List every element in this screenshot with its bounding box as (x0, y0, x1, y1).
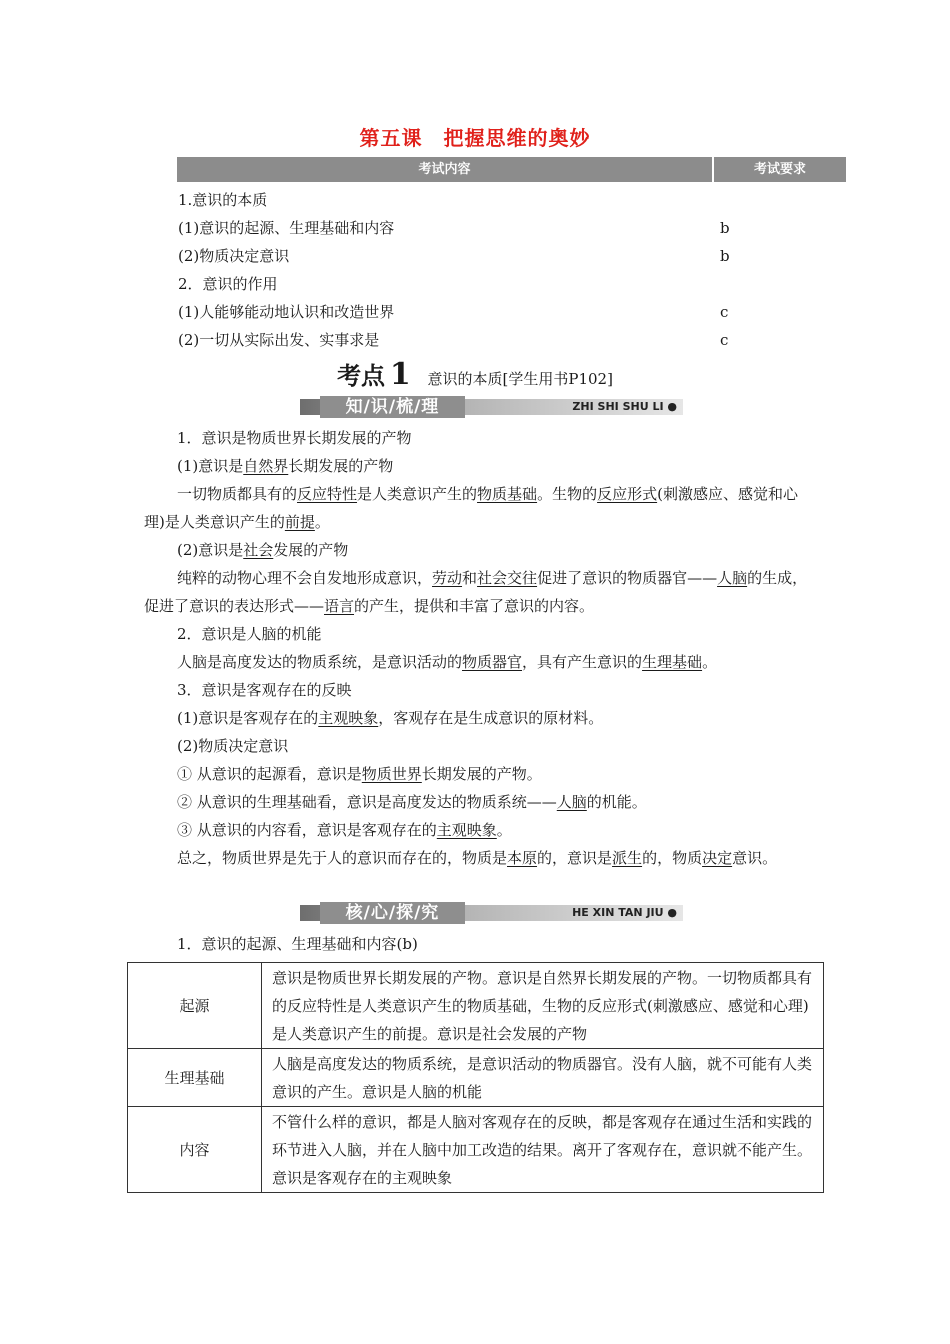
row-text: 人脑是高度发达的物质系统，是意识活动的物质器官。没有人脑，就不可能有人类意识的产生。意识是人脑的机能 (262, 1049, 824, 1107)
explore-heading: 1．意识的起源、生理基础和内容(b) (177, 935, 418, 953)
knowledge-section (144, 424, 814, 872)
req-row-6: (2)一切从实际出发、实事求是 (178, 331, 380, 349)
row-text: 意识是物质世界长期发展的产物。意识是自然界长期发展的产物。一切物质都具有的反应特性是人类意识产生的物质基础，生物的反应形式(刺激感应、感觉和心理)是人类意识产生的前提。意识是社会发展的产物 (262, 963, 824, 1049)
explore-table (127, 962, 824, 1193)
banner-pinyin: HE XIN TAN JIU ● (572, 906, 677, 919)
req-row-2: (1)意识的起源、生理基础和内容 (178, 219, 395, 237)
req-level-2: b (720, 219, 730, 237)
table-row (128, 1107, 824, 1193)
banner-label: 核/心/探/究 (320, 902, 465, 924)
page-title: 第五课 把握思维的奥妙 (359, 126, 591, 150)
sub-4: (2)物质决定意识 (177, 737, 289, 755)
heading-3: 3．意识是客观存在的反映 (177, 681, 352, 699)
req-level-6: c (720, 331, 729, 349)
req-row-1: 1.意识的本质 (178, 191, 268, 209)
banner-pinyin: ZHI SHI SHU LI ● (572, 400, 677, 413)
req-row-5: (1)人能够能动地认识和改造世界 (178, 303, 395, 321)
sub-2: (2)意识是社会发展的产物 (177, 541, 349, 559)
paragraph-4: 总之，物质世界是先于人的意识而存在的，物质是本原的，意识是派生的，物质决定意识。 (177, 849, 778, 867)
req-level-3: b (720, 247, 730, 265)
heading-1: 1．意识是物质世界长期发展的产物 (177, 429, 412, 447)
sub-1: (1)意识是自然界长期发展的产物 (177, 457, 394, 475)
circle-item-1: ① 从意识的起源看，意识是物质世界长期发展的产物。 (177, 765, 542, 783)
circle-item-3: ③ 从意识的内容看，意识是客观存在的主观映象。 (177, 821, 512, 839)
req-row-3: (2)物质决定意识 (178, 247, 290, 265)
paragraph-3: 人脑是高度发达的物质系统，是意识活动的物质器官，具有产生意识的生理基础。 (177, 653, 718, 671)
circle-item-2: ② 从意识的生理基础看，意识是高度发达的物质系统——人脑的机能。 (177, 793, 647, 811)
table-row (128, 963, 824, 1049)
exam-level-header: 考试要求 (714, 157, 846, 182)
row-label: 内容 (128, 1107, 262, 1193)
row-label: 起源 (128, 963, 262, 1049)
table-row (128, 1049, 824, 1107)
section-banner-explore (300, 902, 683, 924)
heading-2: 2．意识是人脑的机能 (177, 625, 322, 643)
banner-label: 知/识/梳/理 (320, 396, 465, 418)
paragraph-1: 一切物质都具有的反应特性是人类意识产生的物质基础。生物的反应形式(刺激感应、感觉和心理)是人类意识产生的前提。 (144, 485, 798, 531)
kaodian-heading (0, 356, 950, 392)
kaodian-topic: 意识的本质[学生用书P102] (427, 370, 613, 388)
kaodian-prefix: 考点 (337, 361, 386, 390)
exam-content-header: 考试内容 (177, 157, 712, 182)
kaodian-number: 1 (389, 357, 411, 392)
row-label: 生理基础 (128, 1049, 262, 1107)
paragraph-2: 纯粹的动物心理不会自发地形成意识，劳动和社会交往促进了意识的物质器官——人脑的生成，促进了意识的表达形式——语言的产生，提供和丰富了意识的内容。 (144, 569, 808, 615)
sub-3: (1)意识是客观存在的主观映象，客观存在是生成意识的原材料。 (177, 709, 604, 727)
req-row-4: 2．意识的作用 (178, 275, 278, 293)
req-level-5: c (720, 303, 729, 321)
row-text: 不管什么样的意识，都是人脑对客观存在的反映，都是客观存在通过生活和实践的环节进入人脑，并在人脑中加工改造的结果。离开了客观存在，意识就不能产生。意识是客观存在的主观映象 (262, 1107, 824, 1193)
section-banner-knowledge (300, 396, 683, 418)
